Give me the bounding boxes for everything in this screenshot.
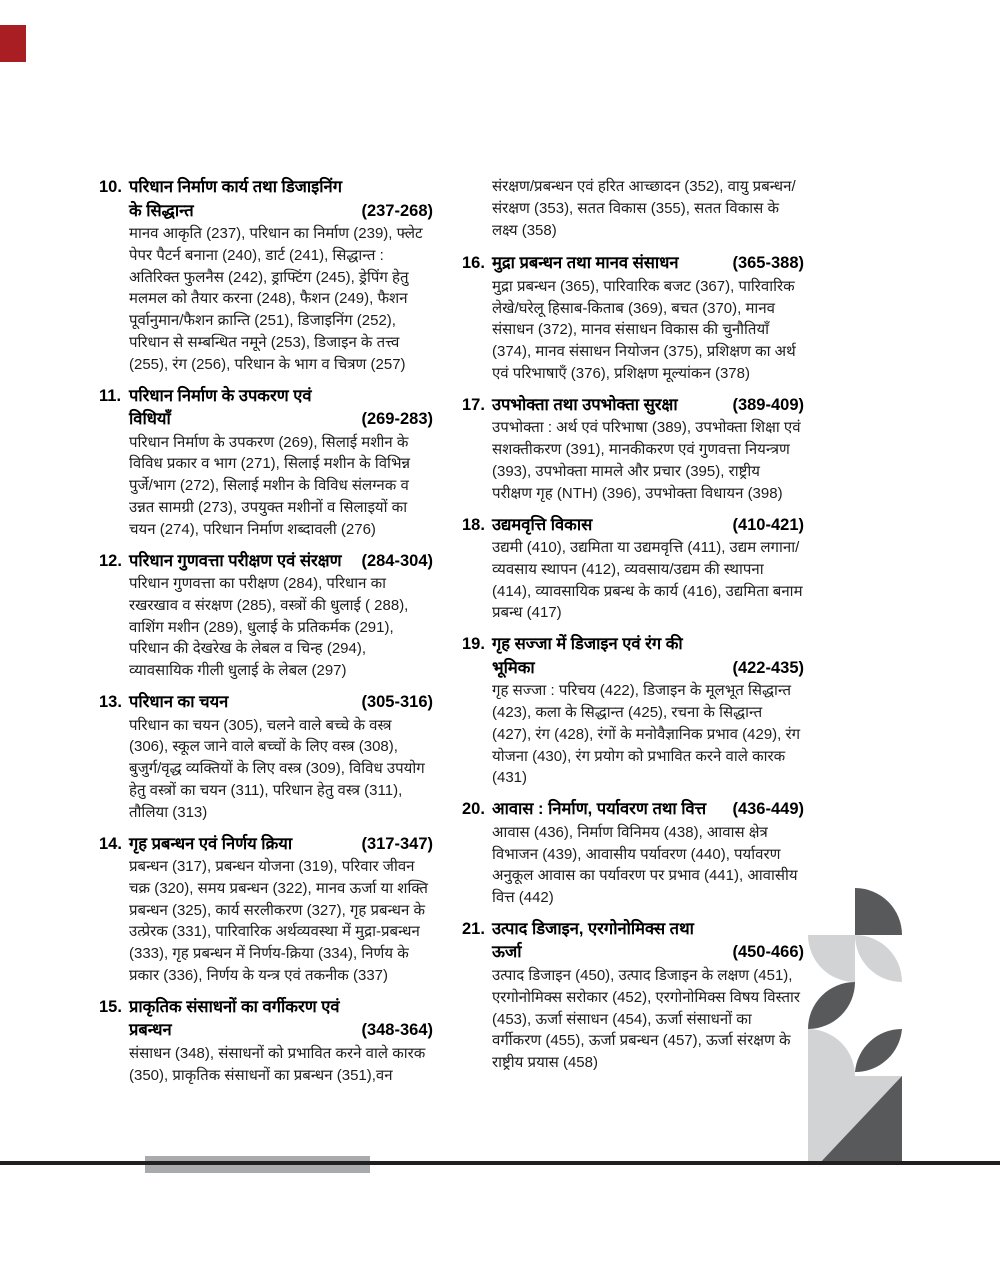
- entry-title: परिधान का चयन: [129, 693, 229, 712]
- entry-heading: [99, 833, 433, 857]
- toc-entry: [99, 833, 433, 987]
- entry-title: मुद्रा प्रबन्धन तथा मानव संसाधन: [492, 254, 679, 273]
- entry-topics: संसाधन (348), संसाधनों को प्रभावित करने वाले कारक (350), प्राकृतिक संसाधनों का प्रबन्धन (351),वन: [129, 1044, 426, 1084]
- entry-number: 14.: [99, 834, 122, 853]
- entry-page-range: (450-466): [732, 943, 804, 962]
- entry-topics: परिधान का चयन (305), चलने वाले बच्चे के वस्त्र (306), स्कूल जाने वाले बच्चों के लिए वस्त्र (308), बुजुर्ग/वृद्ध व्यक्तियों के लिए वस्त्र (309), विविध उपयोग हेतु वस्त्रों का चयन (311), परिधान हेतु वस्त्र (311), तौलिया (313): [129, 716, 425, 821]
- entry-topics: गृह सज्जा : परिचय (422), डिजाइन के मूलभूत सिद्धान्त (423), कला के सिद्धान्त (425), रचना के सिद्धान्त (427), रंग (428), रंगों के मनोवैज्ञानिक प्रभाव (429), रंग योजना (430), रंग प्रयोग को प्रभावित करने वाले कारक (431): [492, 682, 801, 787]
- entry-title: परिधान निर्माण कार्य तथा डिजाइनिंग के सिद्धान्त: [129, 178, 342, 220]
- entry-page-range: (284-304): [361, 551, 433, 570]
- entry-number: 17.: [462, 395, 485, 414]
- entry-title: गृह सज्जा में डिजाइन एवं रंग की भूमिका: [492, 635, 683, 677]
- entry-title: उत्पाद डिजाइन, एरगोनोमिक्स तथा ऊर्जा: [492, 919, 694, 962]
- entry-heading: [462, 514, 804, 538]
- entry-page-range: (389-409): [732, 395, 804, 414]
- footer-rule: [0, 1161, 1000, 1165]
- entry-title: उद्यमवृत्ति विकास: [492, 515, 593, 534]
- spine-color-mark: [0, 25, 26, 62]
- toc-entry: [462, 798, 804, 909]
- entry-page-range: (348-364): [361, 1021, 433, 1040]
- entry-topics: मुद्रा प्रबन्धन (365), पारिवारिक बजट (367), पारिवारिक लेखे/घरेलू हिसाब-किताब (369), बचत (370), मानव संसाधन (372), मानव संसाधन विकास की चुनौतियाँ (374), मानव संसाधन नियोजन (375), प्रशिक्षण का अर्थ एवं परिभाषाएँ (376), प्रशिक्षण मूल्यांकन (378): [492, 277, 796, 383]
- entry-page-range: (317-347): [361, 834, 433, 853]
- entry-page-range: (410-421): [732, 515, 804, 534]
- entry-heading: [99, 691, 433, 715]
- toc-entry: [462, 252, 804, 384]
- entry-title: आवास : निर्माण, पर्यावरण तथा वित्त: [492, 800, 707, 819]
- entry-title: प्राकृतिक संसाधनों का वर्गीकरण एवं प्रबन्धन: [129, 997, 340, 1040]
- entry-number: 20.: [462, 800, 485, 819]
- entry-number: 12.: [99, 551, 122, 570]
- entry-page-range: (365-388): [732, 254, 804, 273]
- entry-title: गृह प्रबन्धन एवं निर्णय क्रिया: [129, 834, 293, 853]
- entry-title: उपभोक्ता तथा उपभोक्ता सुरक्षा: [492, 395, 678, 414]
- toc-entry: [462, 633, 804, 789]
- toc-entry: [99, 691, 433, 823]
- entry-topics: आवास (436), निर्माण विनिमय (438), आवास क्षेत्र विभाजन (439), आवासीय पर्यावरण (440), पर्यावरण अनुकूल आवास का पर्यावरण पर प्रभाव (441), आवासीय वित्त (442): [492, 823, 798, 907]
- entry-heading: [462, 252, 804, 276]
- entry-heading: [99, 550, 433, 574]
- entry-number: 19.: [462, 635, 485, 654]
- entry-heading: [462, 798, 804, 822]
- entry-title: परिधान गुणवत्ता परीक्षण एवं संरक्षण: [129, 551, 342, 570]
- entry-number: 18.: [462, 515, 485, 534]
- entry-number: 13.: [99, 693, 122, 712]
- entry-heading: [462, 918, 804, 965]
- entry-heading: [462, 633, 804, 680]
- toc-entry: [99, 996, 433, 1087]
- entry-heading: [462, 394, 804, 418]
- toc-column-left: [99, 176, 433, 1095]
- toc-entry: [462, 918, 804, 1074]
- entry-topics-continuation: संरक्षण/प्रबन्धन एवं हरित आच्छादन (352), वायु प्रबन्धन/संरक्षण (353), सतत विकास (355), सतत विकास के लक्ष्य (358): [492, 178, 796, 239]
- toc-entry: [99, 385, 433, 541]
- toc-entry: [99, 176, 433, 376]
- entry-topics: उद्यमी (410), उद्यमिता या उद्यमवृत्ति (411), उद्यम लगाना/ व्यवसाय स्थापन (412), व्यवसाय/उद्यम की स्थापना (414), व्यावसायिक प्रबन्ध के कार्य (416), उद्यमिता बनाम प्रबन्ध (417): [492, 539, 803, 622]
- decorative-geometric-art: [805, 885, 905, 1168]
- entry-page-range: (305-316): [361, 693, 433, 712]
- entry-number: 11.: [99, 386, 122, 405]
- entry-page-range: (422-435): [732, 658, 804, 677]
- entry-page-range: (436-449): [732, 800, 804, 819]
- toc-entry: [462, 394, 804, 505]
- entry-topics: परिधान निर्माण के उपकरण (269), सिलाई मशीन के विविध प्रकार व भाग (271), सिलाई मशीन के विभिन्न पुर्जे/भाग (272), सिलाई मशीन के विविध संलग्नक व उन्नत सामग्री (273), उपयुक्त मशीनों व सिलाइयों का चयन (274), परिधान निर्माण शब्दावली (276): [129, 433, 411, 538]
- entry-number: 21.: [462, 919, 485, 938]
- entry-heading: [99, 996, 433, 1043]
- entry-number: 10.: [99, 178, 122, 196]
- entry-topics: उपभोक्ता : अर्थ एवं परिभाषा (389), उपभोक्ता शिक्षा एवं सशक्तीकरण (391), मानकीकरण एवं गुणवत्ता नियन्त्रण (393), उपभोक्ता मामले और प्रचार (395), राष्ट्रीय परीक्षण गृह (NTH) (396), उपभोक्ता विधायन (398): [492, 419, 801, 502]
- entry-topics: परिधान गुणवत्ता का परीक्षण (284), परिधान का रखरखाव व संरक्षण (285), वस्त्रों की धुलाई ( 288), वाशिंग मशीन (289), धुलाई के प्रतिकर्मक (291), परिधान की देखरेख के लेबल व चिन्ह (294), व्यावसायिक गीली धुलाई के लेबल (297): [129, 575, 409, 680]
- entry-heading: [99, 385, 433, 432]
- entry-heading: [99, 176, 433, 223]
- entry-topics: मानव आकृति (237), परिधान का निर्माण (239), फ्लेट पेपर पैटर्न बनाना (240), डार्ट (241), सिद्धान्त : अतिरिक्त फुलनैस (242), ड्राफ्टिंग (245), ड्रेपिंग हेतु मलमल को तैयार करना (248), फैशन (249), फैशन पूर्वानुमान/फैशन क्रान्ति (251), डिजाइनिंग (252), परिधान से सम्बन्धित नमूने (253), डिजाइन के तत्त्व (255), रंग (256), परिधान के भाग व चित्रण (257): [129, 225, 423, 373]
- entry-page-range: (269-283): [361, 410, 433, 429]
- entry-topics: प्रबन्धन (317), प्रबन्धन योजना (319), परिवार जीवन चक्र (320), समय प्रबन्धन (322), मानव ऊर्जा या शक्ति प्रबन्धन (325), कार्य सरलीकरण (327), गृह प्रबन्धन के उत्प्रेरक (331), पारिवारिक अर्थव्यवस्था में मुद्रा-प्रबन्धन (333), गृह प्रबन्धन में निर्णय-क्रिया (334), निर्णय के प्रकार (336), निर्णय के यन्त्र एवं तकनीक (337): [129, 858, 428, 985]
- entry-topics: उत्पाद डिजाइन (450), उत्पाद डिजाइन के लक्षण (451), एरगोनोमिक्स सरोकार (452), एरगोनोमिक्स विषय विस्तार (453), ऊर्जा संसाधन (454), ऊर्जा संसाधनों का वर्गीकरण (455), ऊर्जा प्रबन्धन (457), ऊर्जा संरक्षण के राष्ट्रीय प्रयास (458): [492, 966, 801, 1072]
- entry-number: 15.: [99, 997, 122, 1016]
- toc-entry: [462, 514, 804, 625]
- entry-number: 16.: [462, 254, 485, 273]
- toc-entry: [99, 550, 433, 682]
- entry-page-range: (237-268): [361, 201, 433, 220]
- entry-title: परिधान निर्माण के उपकरण एवं विधियाँ: [129, 386, 312, 429]
- toc-column-right: [462, 176, 804, 1083]
